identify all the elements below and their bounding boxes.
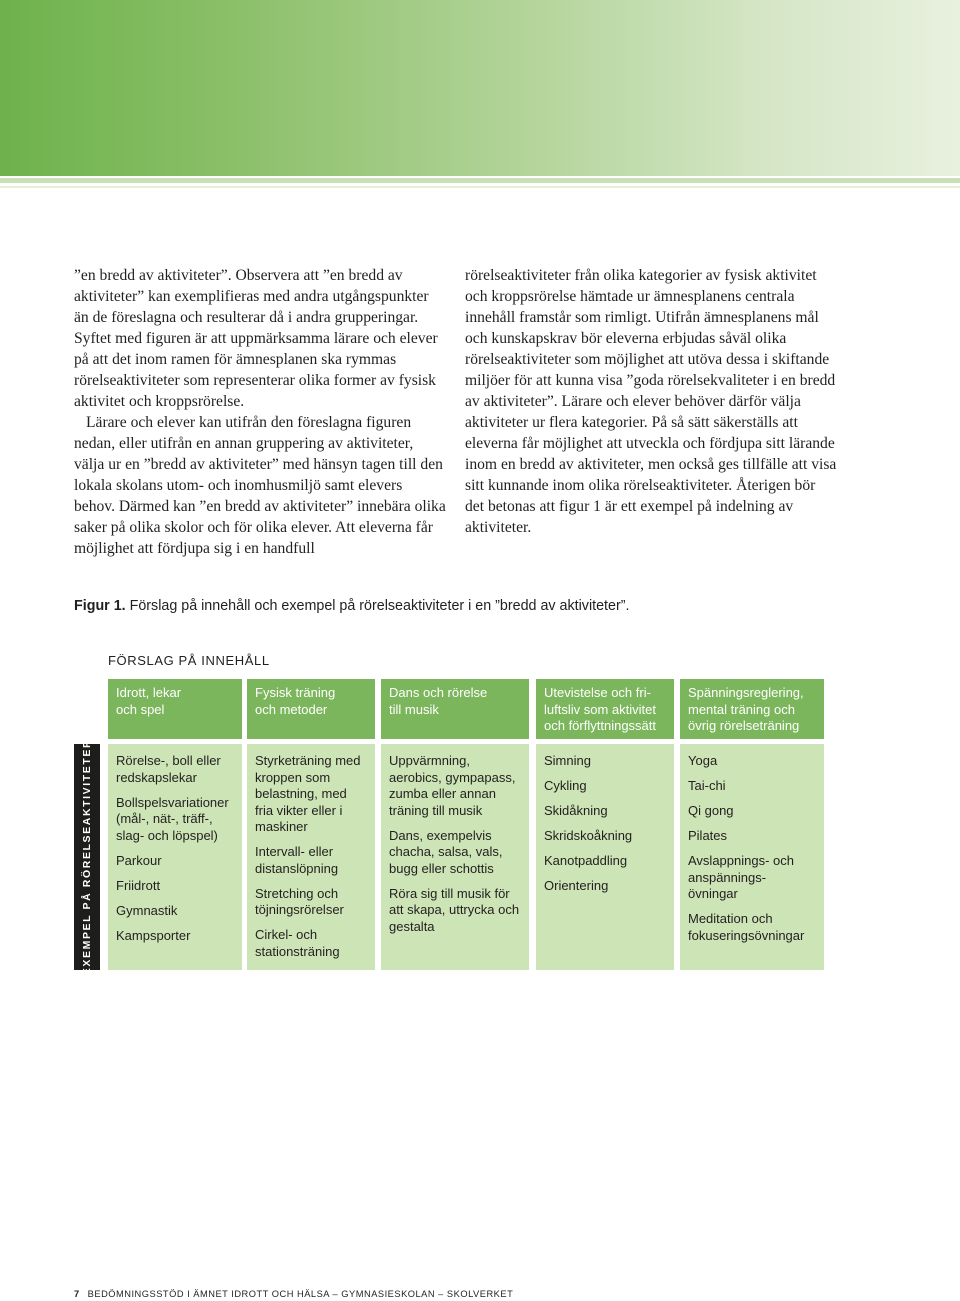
activity-item: Tai-chi xyxy=(688,778,726,793)
activity-item: Kampsporter xyxy=(116,927,191,943)
activity-item: Meditation och fokuseringsövningar xyxy=(688,911,805,943)
side-label-text: EXEMPEL PÅ RÖRELSEAKTIVITETER xyxy=(81,738,93,976)
banner-stripe xyxy=(0,178,960,183)
activity-item: Orientering xyxy=(544,878,609,893)
figure-caption-text: Förslag på innehåll och exempel på rörelseaktiviteter i en ”bredd av aktiviteter”. xyxy=(125,598,630,614)
category-header: Utevistelse och fri- luftsliv som aktivitet och förflyttningssätt xyxy=(536,679,674,739)
activity-item: Kanotpaddling xyxy=(544,853,628,868)
figure-caption xyxy=(74,598,894,614)
side-label-bar xyxy=(74,738,100,976)
category-header: Dans och rörelse till musik xyxy=(381,679,529,739)
activity-list xyxy=(247,744,375,970)
activity-item: Pilates xyxy=(688,828,728,843)
running-title: BEDÖMNINGSSTÖD I ÄMNET IDROTT OCH HÄLSA – GYMNASIESKOLAN – SKOLVERKET xyxy=(87,1289,514,1299)
activity-item: Intervall- eller distanslöpning xyxy=(255,844,339,876)
page-number: 7 xyxy=(74,1289,80,1299)
body-column-right xyxy=(465,265,837,538)
activity-item: Friidrott xyxy=(116,877,161,893)
activity-item: Cirkel- och stationsträning xyxy=(255,927,340,959)
activity-list xyxy=(680,744,824,970)
activity-item: Simning xyxy=(544,753,591,768)
activity-item: Gymnastik xyxy=(116,902,178,918)
activity-item: Bollspelsvariationer (mål-, nät-, träff-, slag- och löpspel) xyxy=(116,794,229,843)
activity-item: Skidåkning xyxy=(544,803,608,818)
figure-caption-label: Figur 1. xyxy=(74,598,126,614)
activity-item: Skridskoåkning xyxy=(544,828,633,843)
activity-list xyxy=(381,744,529,970)
activity-item: Rörelse-, boll eller redskapslekar xyxy=(116,753,221,785)
activity-item: Qi gong xyxy=(688,803,734,818)
activity-item: Stretching och töjningsrörelser xyxy=(255,885,344,917)
activity-item: Dans, exempelvis chacha, salsa, vals, bugg eller schottis xyxy=(389,827,503,876)
activity-item: Styrketräning med kroppen som belastning, med fria vikter eller i maskiner xyxy=(255,753,361,834)
page-footer xyxy=(74,1289,513,1299)
paragraph: ”en bredd av aktiviteter”. Observera att ”en bredd av aktiviteter” kan exemplifieras med andra utgångspunkter än de föreslagna och resulterar då i andra grupperingar. Syftet med figuren är att uppmärksamma lärare och elever på att det inom ramen för ämnesplanen ska rymmas rörelseaktiviteter som representerar olika former av fysisk aktivitet och kroppsrörelse. xyxy=(74,267,438,410)
activity-item: Cykling xyxy=(544,778,587,793)
category-header: Spänningsreglering, mental träning och övrig rörelseträning xyxy=(680,679,824,739)
body-column-left xyxy=(74,265,446,559)
section-title: FÖRSLAG PÅ INNEHÅLL xyxy=(108,653,270,668)
category-header: Fysisk träning och metoder xyxy=(247,679,375,739)
banner-stripe-thin xyxy=(0,186,960,188)
activity-item: Avslappnings- och anspännings- övningar xyxy=(688,853,794,901)
top-banner xyxy=(0,0,960,176)
activity-item: Parkour xyxy=(116,852,162,868)
paragraph: rörelseaktiviteter från olika kategorier av fysisk aktivitet och kroppsrörelse hämtade ur ämnesplanens centrala innehåll framstår som rimligt. Utifrån ämnesplanens mål och kunskapskrav bör eleverna erbjudas såväl olika rörelseaktiviteter som möjlighet att utöva dessa i skiftande miljöer för att kunna visa ”goda rörelsekvaliteter i en bredd av aktiviteter”. Lärare och elever behöver därför välja aktiviteter ur flera kategorier. På så sätt säkerställs att eleverna får möjlighet att utveckla och fördjupa sitt lärande inom en bredd av aktiviteter, men också ges tillfälle att visa sitt kunnande inom olika rörelseaktiviteter. Återigen bör det betonas att figur 1 är ett exempel på indelning av aktiviteter. xyxy=(465,267,837,536)
activity-item: Yoga xyxy=(688,753,718,768)
activity-list xyxy=(108,744,242,970)
paragraph: Lärare och elever kan utifrån den föreslagna figuren nedan, eller utifrån en annan gruppering av aktiviteter, välja ur en ”bredd av aktiviteter” med hänsyn tagen till den lokala skolans utom- och inomhusmiljö samt elevers behov. Därmed kan ”en bredd av aktiviteter” innebära olika saker på olika skolor och för olika elever. Att eleverna får möjlighet att fördjupa sig i en handfull xyxy=(74,414,446,557)
activity-item: Röra sig till musik för att skapa, uttrycka och gestalta xyxy=(389,885,520,934)
activity-list xyxy=(536,744,674,970)
category-header: Idrott, lekar och spel xyxy=(108,679,242,739)
activity-item: Uppvärmning, aerobics, gympapass, zumba eller annan träning till musik xyxy=(389,753,516,818)
